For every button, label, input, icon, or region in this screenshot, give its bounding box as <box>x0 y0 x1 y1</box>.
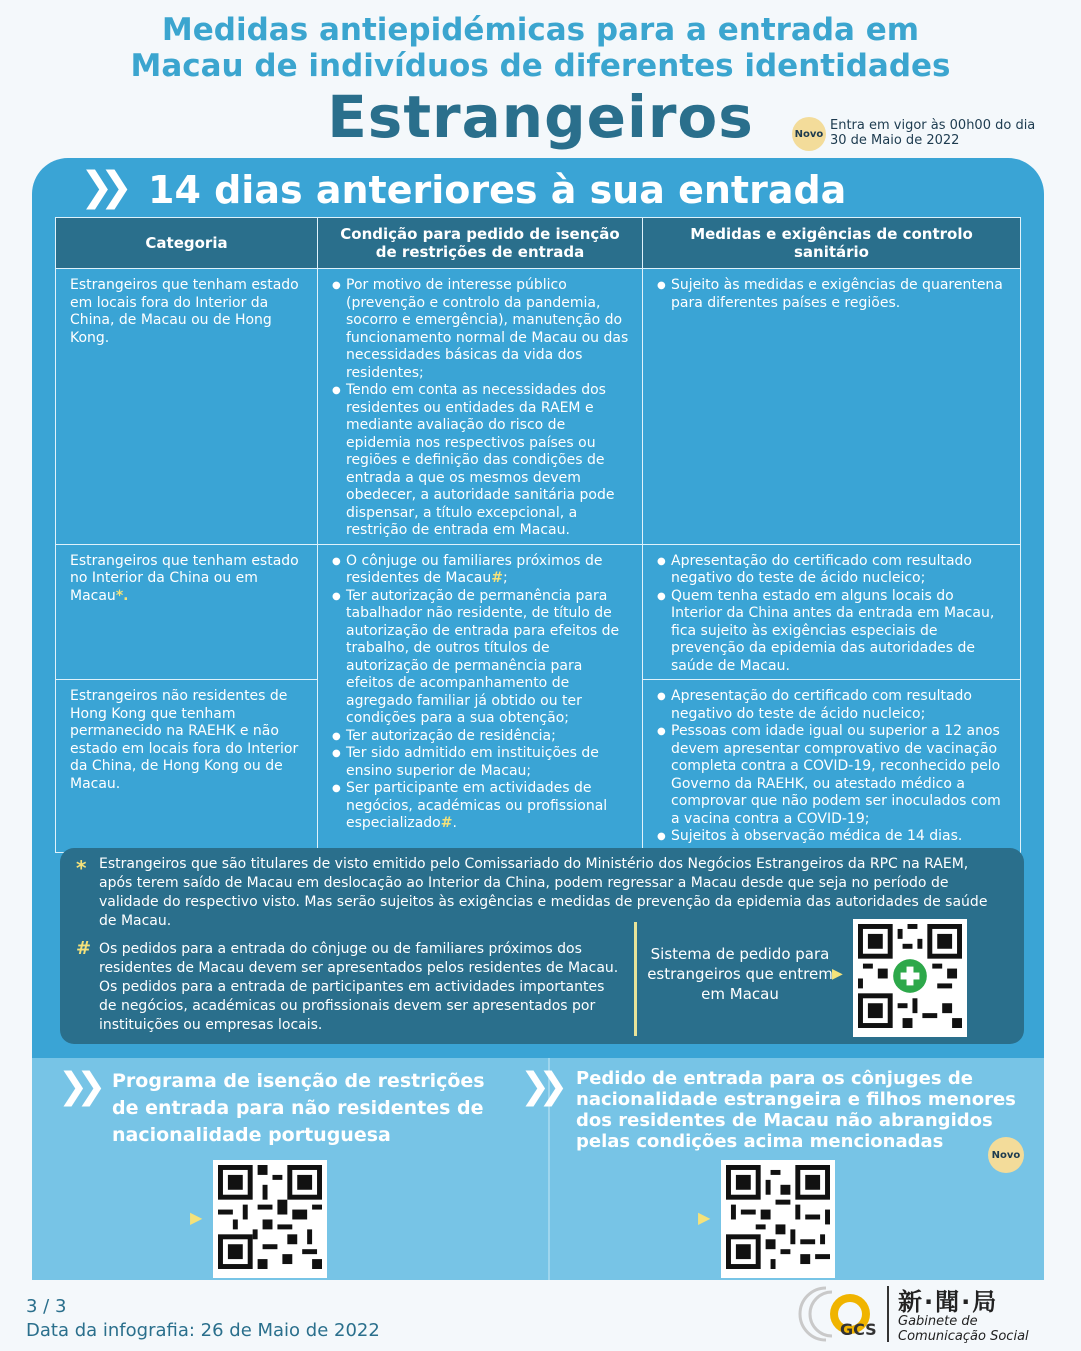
main-title: Estrangeiros <box>327 83 754 151</box>
list-item: ● Tendo em conta as necessidades dos residentes ou entidades da RAEM e mediante avaliação do risco de epidemia nos respectivos países ou regiões e definição das condições de entrada a que os mesmos devem obedecer, a autoridade sanitária pode dispensar, a título excepcional, a restrição de entrada em Macau. <box>332 382 630 540</box>
arrow-icon: ▶ <box>190 1208 203 1227</box>
page-number: 3 / 3 <box>26 1296 67 1317</box>
org-line-2: Comunicação Social <box>898 1329 1029 1344</box>
asterisk-mark: *. <box>115 587 129 604</box>
condition-cell <box>318 544 643 853</box>
condition-end: . <box>452 815 457 831</box>
hash-mark: # <box>440 815 453 831</box>
divider <box>887 1286 889 1342</box>
list-item: ● Ter sido admitido em instituições de ensino superior de Macau; <box>332 745 630 780</box>
qr-code-exemption[interactable] <box>213 1160 327 1278</box>
condition-list <box>332 553 630 833</box>
qr-code-system[interactable] <box>853 919 967 1037</box>
list-item: ● Quem tenha estado em alguns locais do Interior da China antes da entrada em Macau, fica sujeito às exigências especiais de prevenção da epidemia das autoridades de saúde de Macau. <box>657 588 1008 676</box>
table-row <box>56 544 1021 680</box>
arrow-icon: ▶ <box>698 1208 711 1227</box>
hash-icon: # <box>76 938 92 959</box>
list-item: ● Sujeitos à observação médica de 14 dias. <box>657 828 1008 846</box>
measures-cell <box>643 544 1021 680</box>
logo-letters: GCS <box>840 1320 877 1339</box>
double-chevron-icon: ❯❯ <box>520 1066 557 1107</box>
condition-text: O cônjuge ou familiares próximos de residentes de Macau <box>346 552 603 586</box>
effective-line-1: Entra em vigor às 00h00 do dia <box>830 118 1036 133</box>
org-name <box>898 1314 1029 1344</box>
condition-cell <box>318 269 643 545</box>
list-item <box>332 553 630 588</box>
section-title: 14 dias anteriores à sua entrada <box>148 168 847 212</box>
measures-cell <box>643 680 1021 853</box>
effective-date <box>830 118 1050 148</box>
list-item: ● Ter autorização de permanência para tabalhador não residente, de título de autorização de entrada para efeitos de trabalho, de outros títulos de autorização de permanência para efeitos de acompanhamento de agregado familiar já obtido ou ter condições para a sua obtenção; <box>332 588 630 728</box>
asterisk-icon: * <box>76 856 87 880</box>
effective-line-2: 30 de Maio de 2022 <box>830 133 960 148</box>
list-item: ● Sujeito às medidas e exigências de quarentena para diferentes países e regiões. <box>657 277 1008 312</box>
header-condition: Condição para pedido de isenção de restrições de entrada <box>318 218 643 269</box>
table-header-row <box>56 218 1021 269</box>
category-cell: Estrangeiros não residentes de Hong Kong que tenham permanecido na RAEHK e não estado em locais fora do Interior da China, de Hong Kong ou de Macau. <box>56 680 318 853</box>
list-item: ● Por motivo de interesse público (prevenção e controlo da pandemia, socorro e emergência), manutenção do funcionamento normal de Macau ou das necessidades básicas da vida dos residentes; <box>332 277 630 382</box>
arrow-icon: ▶ <box>832 966 843 982</box>
org-line-1: Gabinete de <box>898 1314 978 1329</box>
measures-list <box>657 553 1008 676</box>
category-cell <box>56 544 318 680</box>
hash-note: Os pedidos para a entrada do cônjuge ou de familiares próximos dos residentes de Macau devem ser apresentados pelos residentes de Macau. Os pedidos para a entrada de participantes em actividades importantes de negócios, académicas ou profissionais devem ser apresentados por instituições ou empresas locais. <box>99 941 619 1033</box>
list-item: ● Apresentação do certificado com resultado negativo do teste de ácido nucleico; <box>657 688 1008 723</box>
condition-end: ; <box>502 570 508 586</box>
chinese-org-name: 新·聞·局 <box>898 1288 999 1316</box>
category-cell: Estrangeiros que tenham estado em locais fora do Interior da China, de Macau ou de Hong Kong. <box>56 269 318 545</box>
list-item: ● Apresentação do certificado com resultado negativo do teste de ácido nucleico; <box>657 553 1008 588</box>
measures-list <box>657 688 1008 846</box>
header-measures: Medidas e exigências de controlo sanitário <box>643 218 1021 269</box>
system-label: Sistema de pedido para estrangeiros que entrem em Macau <box>647 945 833 1003</box>
exemption-program-title: Programa de isenção de restrições de entrada para não residentes de nacionalidade portuguesa <box>112 1070 485 1146</box>
list-item: ● Pessoas com idade igual ou superior a 12 anos devem apresentar comprovativo de vacinação completa contra a COVID-19, reconhecido pelo Governo da RAEHK, ou atestado médico a comprovar que não podem ser inoculados com a vacina contra a COVID-19; <box>657 723 1008 828</box>
hash-mark: # <box>491 570 503 586</box>
table-row <box>56 269 1021 545</box>
qr-code-spouse[interactable] <box>721 1160 835 1278</box>
list-item <box>332 780 630 833</box>
condition-text: Ser participante em actividades de negócios, académicas ou profissional especializado <box>346 780 608 831</box>
page-title <box>0 12 1081 84</box>
category-text: Estrangeiros que tenham estado no Interior da China ou em Macau <box>70 552 299 604</box>
gcs-logo-icon <box>796 1282 888 1350</box>
divider <box>634 922 637 1036</box>
measures-table <box>55 217 1021 853</box>
measures-cell <box>643 269 1021 545</box>
measures-list <box>657 277 1008 312</box>
header-category: Categoria <box>56 218 318 269</box>
double-chevron-icon: ❯❯ <box>80 164 120 210</box>
infographic-date: Data da infografia: 26 de Maio de 2022 <box>26 1320 380 1341</box>
novo-badge: Novo <box>988 1137 1024 1173</box>
title-line-2: Macau de indivíduos de diferentes identidades <box>130 48 951 84</box>
spouse-request-title: Pedido de entrada para os cônjuges de nacionalidade estrangeira e filhos menores dos residentes de Macau não abrangidos pelas condições acima mencionadas <box>576 1068 1016 1152</box>
double-chevron-icon: ❯❯ <box>58 1066 95 1107</box>
condition-list <box>332 277 630 540</box>
star-note: Estrangeiros que são titulares de visto emitido pelo Comissariado do Ministério dos Negócios Estrangeiros da RPC na RAEM, após terem saído de Macau em deslocação ao Interior da China, podem regressar a Macau desde que seja no período de validade do respectivo visto. Mas serão sujeitos às exigências e medidas de prevenção da epidemia das autoridades de saúde de Macau. <box>99 856 988 929</box>
list-item: ● Ter autorização de residência; <box>332 728 630 746</box>
title-line-1: Medidas antiepidémicas para a entrada em <box>161 12 920 48</box>
novo-badge: Novo <box>792 117 826 151</box>
